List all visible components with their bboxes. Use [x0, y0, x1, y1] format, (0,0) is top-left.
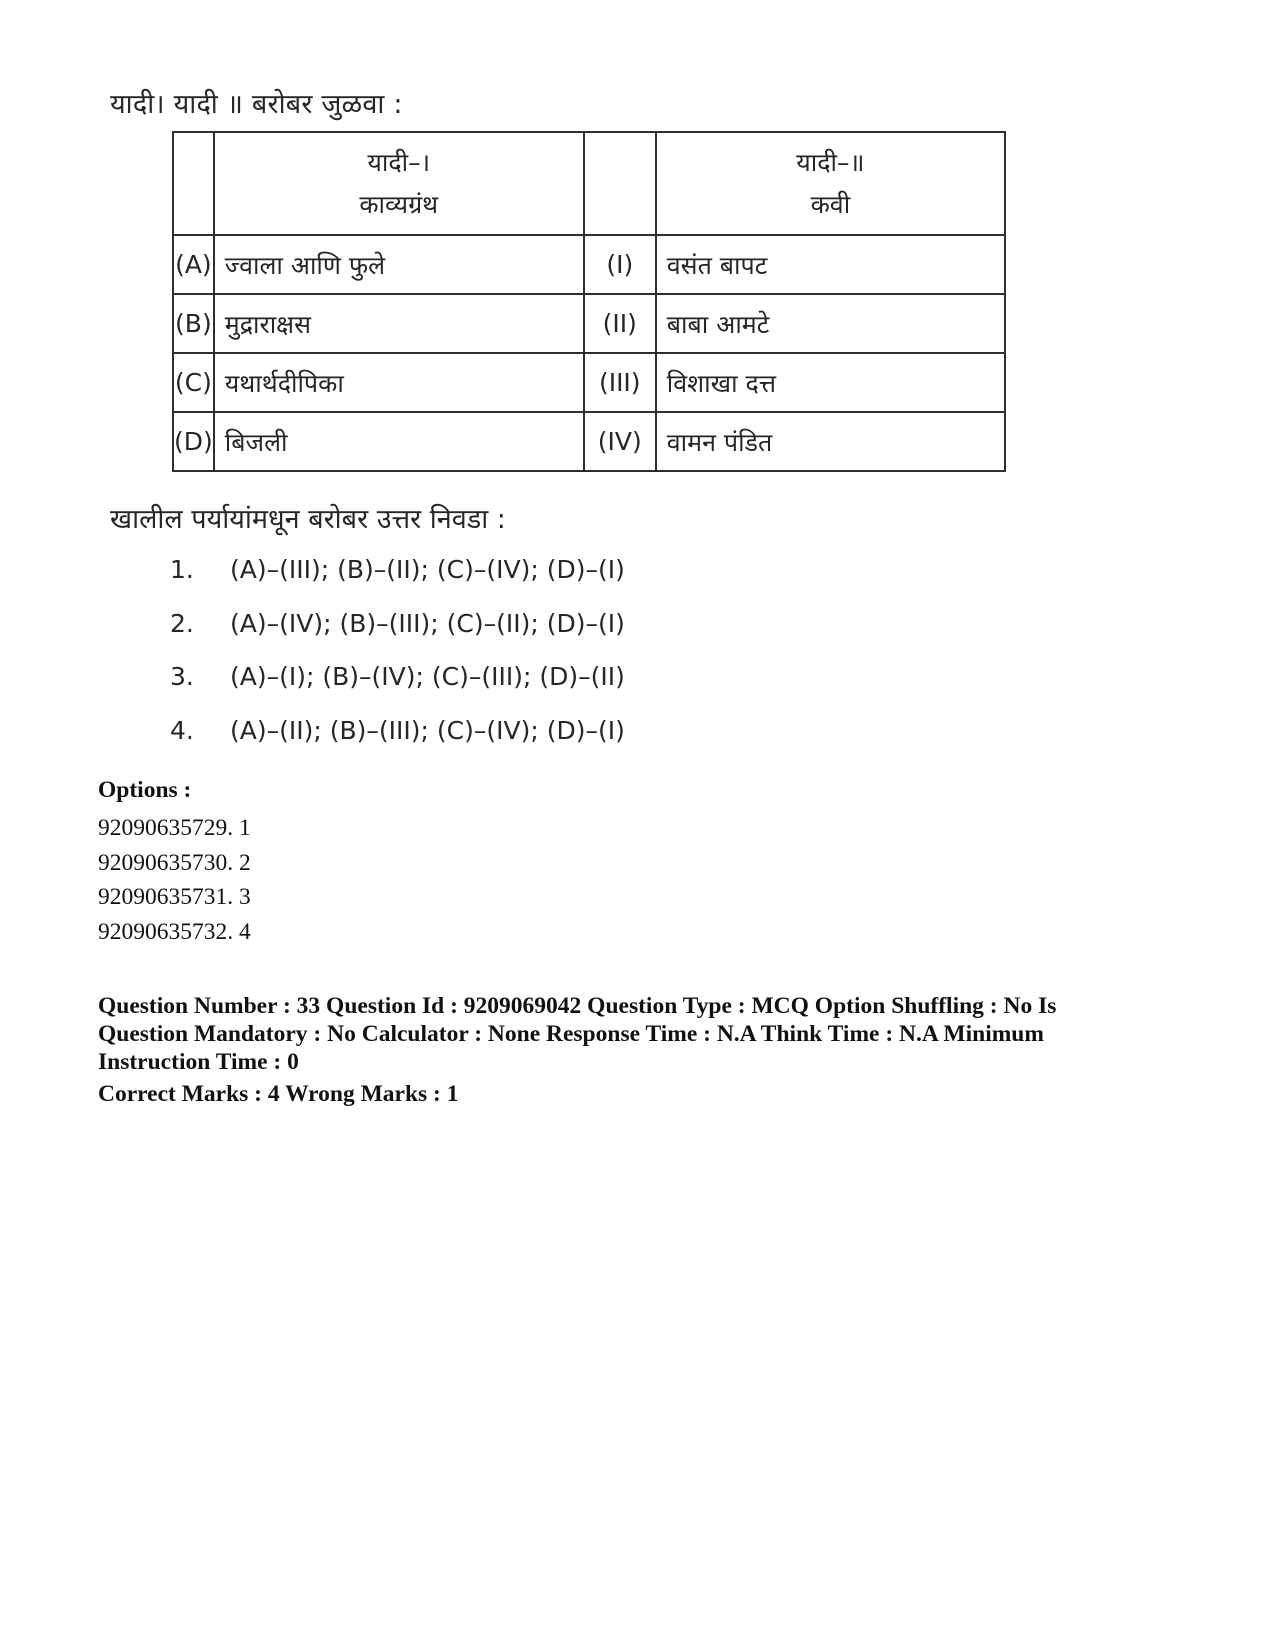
list2-heading: यादी–॥	[796, 147, 865, 177]
choice-number: 3.	[170, 662, 194, 691]
list2-item: वसंत बापट	[656, 235, 1005, 294]
row-letter: (D)	[173, 412, 214, 471]
choice-text: (A)–(I); (B)–(IV); (C)–(III); (D)–(II)	[230, 662, 625, 691]
row-numeral: (I)	[584, 235, 656, 294]
answer-choice	[170, 555, 625, 609]
table-row	[173, 235, 1005, 294]
header-blank-cell	[173, 132, 214, 235]
answer-choice	[170, 662, 625, 716]
question-image	[0, 0, 1275, 760]
list1-item: यथार्थदीपिका	[214, 353, 584, 412]
answer-choice	[170, 716, 625, 770]
table-row	[173, 353, 1005, 412]
answer-choices	[170, 555, 625, 769]
marks-line: Correct Marks : 4 Wrong Marks : 1	[98, 1081, 459, 1107]
list1-item: बिजली	[214, 412, 584, 471]
table-row	[173, 412, 1005, 471]
choice-number: 4.	[170, 715, 194, 745]
match-table	[172, 131, 1006, 472]
row-numeral: (II)	[584, 294, 656, 353]
row-letter: (B)	[173, 294, 214, 353]
list1-heading: यादी–।	[367, 147, 431, 177]
choice-text: (A)–(III); (B)–(II); (C)–(IV); (D)–(I)	[230, 555, 625, 584]
choice-text: (A)–(IV); (B)–(III); (C)–(II); (D)–(I)	[230, 608, 625, 638]
list2-item: बाबा आमटे	[656, 294, 1005, 353]
list2-subheading: कवी	[810, 189, 851, 219]
list2-header	[656, 132, 1005, 235]
list1-subheading: काव्यग्रंथ	[359, 189, 439, 219]
answer-choice	[170, 609, 625, 663]
option-id-item: 92090635729. 1	[98, 815, 251, 841]
table-header-row	[173, 132, 1005, 235]
list1-item: मुद्राराक्षस	[214, 294, 584, 353]
question-meta	[98, 992, 1178, 1076]
choice-number: 2.	[170, 608, 194, 638]
row-numeral: (IV)	[584, 412, 656, 471]
option-id-item: 92090635730. 2	[98, 849, 251, 876]
option-id-item: 92090635731. 3	[98, 884, 251, 910]
list1-item: ज्वाला आणि फुले	[214, 235, 584, 294]
meta-line: Question Number : 33 Question Id : 9209069042 Question Type : MCQ Option Shuffling : No Is	[98, 993, 1057, 1019]
option-id-item: 92090635732. 4	[98, 918, 251, 945]
answer-prompt: खालील पर्यायांमधून बरोबर उत्तर निवडा :	[110, 504, 506, 535]
list1-header	[214, 132, 584, 235]
row-letter: (C)	[173, 353, 214, 412]
list2-item: वामन पंडित	[656, 412, 1005, 471]
choice-text: (A)–(II); (B)–(III); (C)–(IV); (D)–(I)	[230, 715, 625, 745]
meta-line: Instruction Time : 0	[98, 1049, 299, 1075]
options-title: Options :	[98, 777, 192, 803]
table-row	[173, 294, 1005, 353]
choice-number: 1.	[170, 555, 194, 584]
row-letter: (A)	[173, 235, 214, 294]
header-blank-cell	[584, 132, 656, 235]
row-numeral: (III)	[584, 353, 656, 412]
list2-item: विशाखा दत्त	[656, 353, 1005, 412]
question-instruction: यादी। यादी ॥ बरोबर जुळवा :	[110, 89, 403, 120]
option-id-list	[98, 811, 251, 949]
meta-line: Question Mandatory : No Calculator : None Response Time : N.A Think Time : N.A Minimum	[98, 1021, 1044, 1047]
